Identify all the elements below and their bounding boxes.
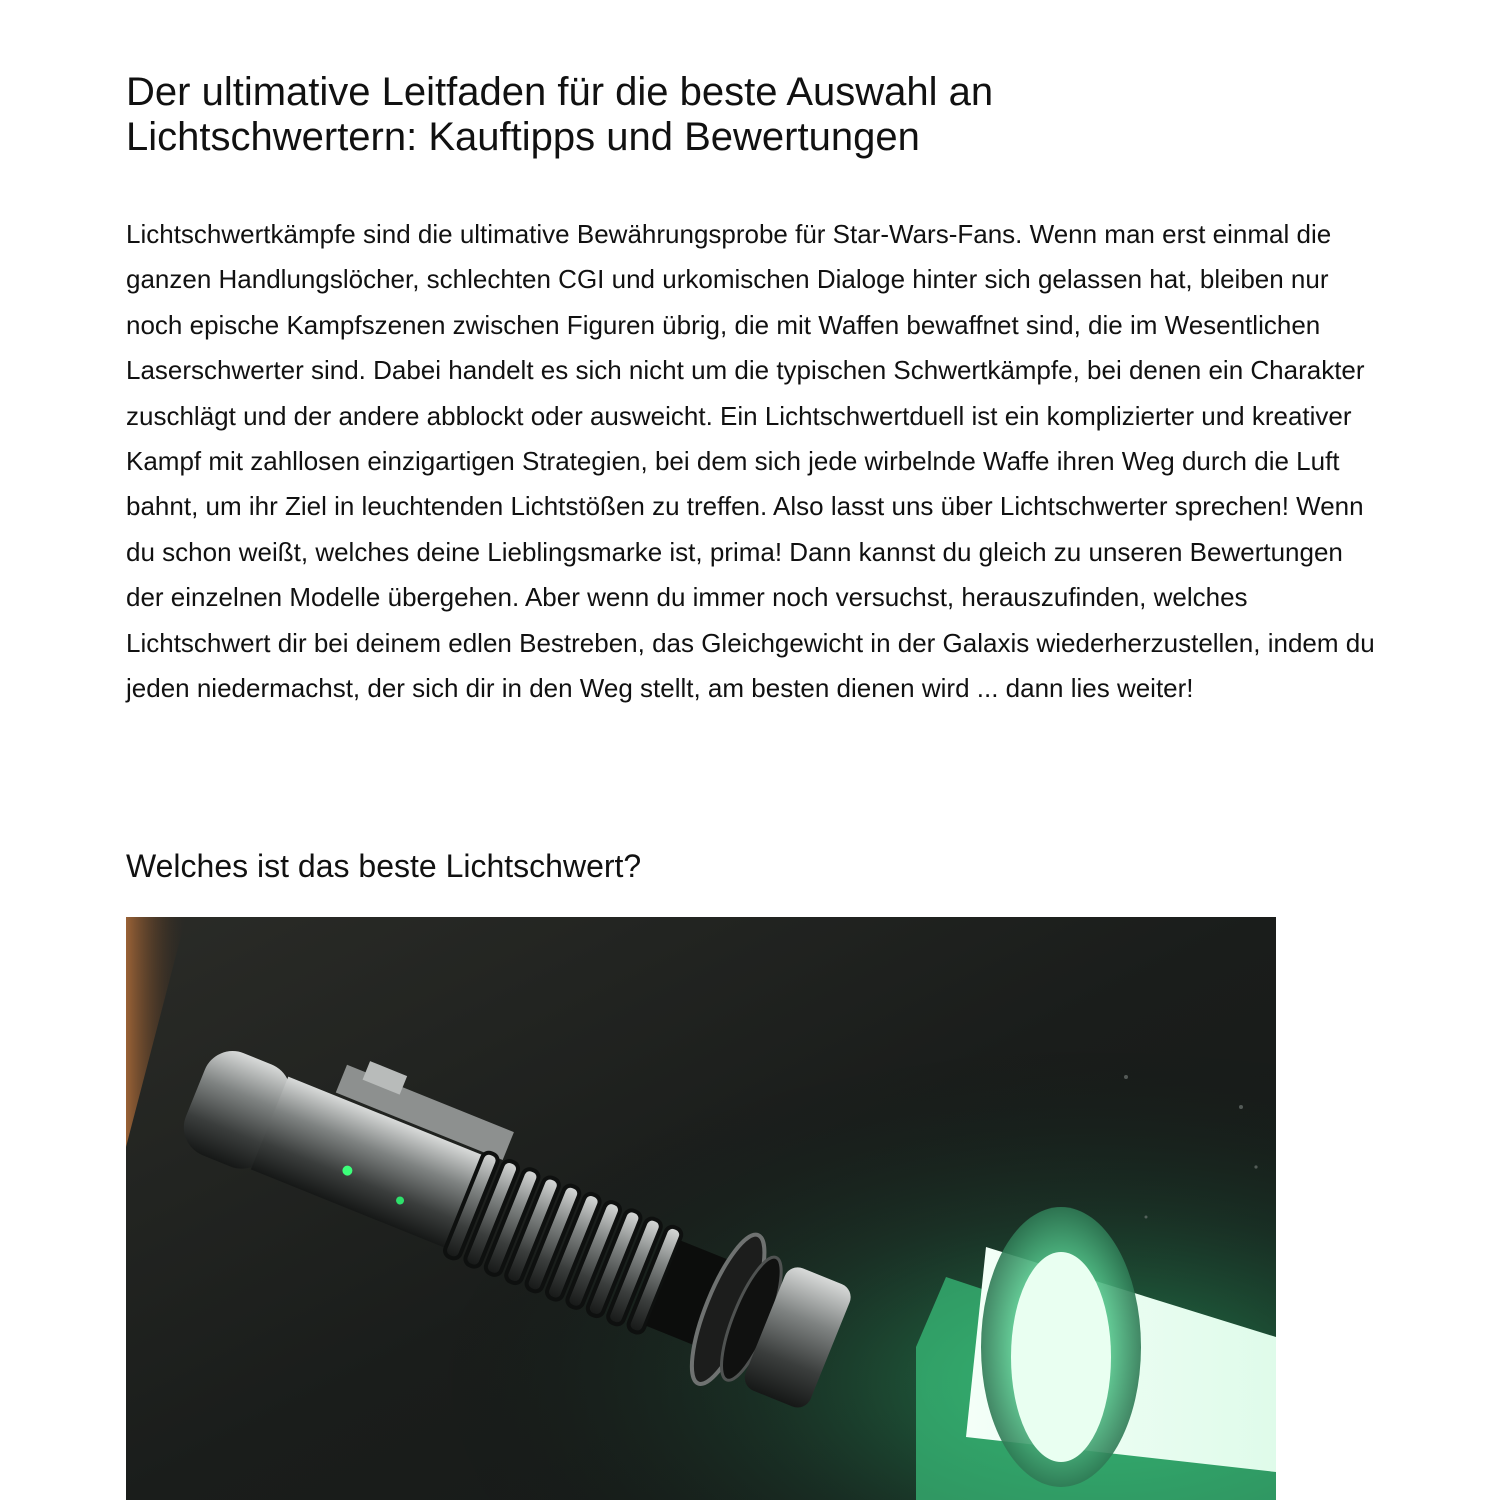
section-heading: Welches ist das beste Lichtschwert? [126,848,642,884]
intro-paragraph: Lichtschwertkämpfe sind die ultimative Bewährungsprobe für Star-Wars-Fans. Wenn man erst einmal die ganzen Handlungslöcher, schlechten CGI und urkomischen Dialoge hinter sich gelassen hat, bleiben nur noch epische Kampfszenen zwischen Figuren übrig, die mit Waffen bewaffnet sind, die im Wesentlichen Laserschwerter sind. Dabei handelt es sich nicht um die typischen Schwertkämpfe, bei denen ein Charakter zuschlägt und der andere abblockt oder ausweicht. Ein Lichtschwertduell ist ein komplizierter und kreativer Kampf mit zahllosen einzigartigen Strategien, bei dem sich jede wirbelnde Waffe ihren Weg durch die Luft bahnt, um ihr Ziel in leuchtenden Lichtstößen zu treffen. Also lasst uns über Lichtschwerter sprechen! Wenn du schon weißt, welches deine Lieblingsmarke ist, prima! Dann kannst du gleich zu unseren Bewertungen der einzelnen Modelle übergehen. Aber wenn du immer noch versuchst, herauszufinden, welches Lichtschwert dir bei deinem edlen Bestreben, das Gleichgewicht in der Galaxis wiederherzustellen, indem du jeden niedermachst, der sich dir in den Weg stellt, am besten dienen wird ... dann lies weiter! [126,219,1375,704]
page-title: Der ultimative Leitfaden für die beste Auswahl an Lichtschwertern: Kauftipps und Bewertungen [126,70,994,159]
lightsaber-photo [126,917,1276,1500]
lightsaber-photo-illustration [126,917,1276,1500]
